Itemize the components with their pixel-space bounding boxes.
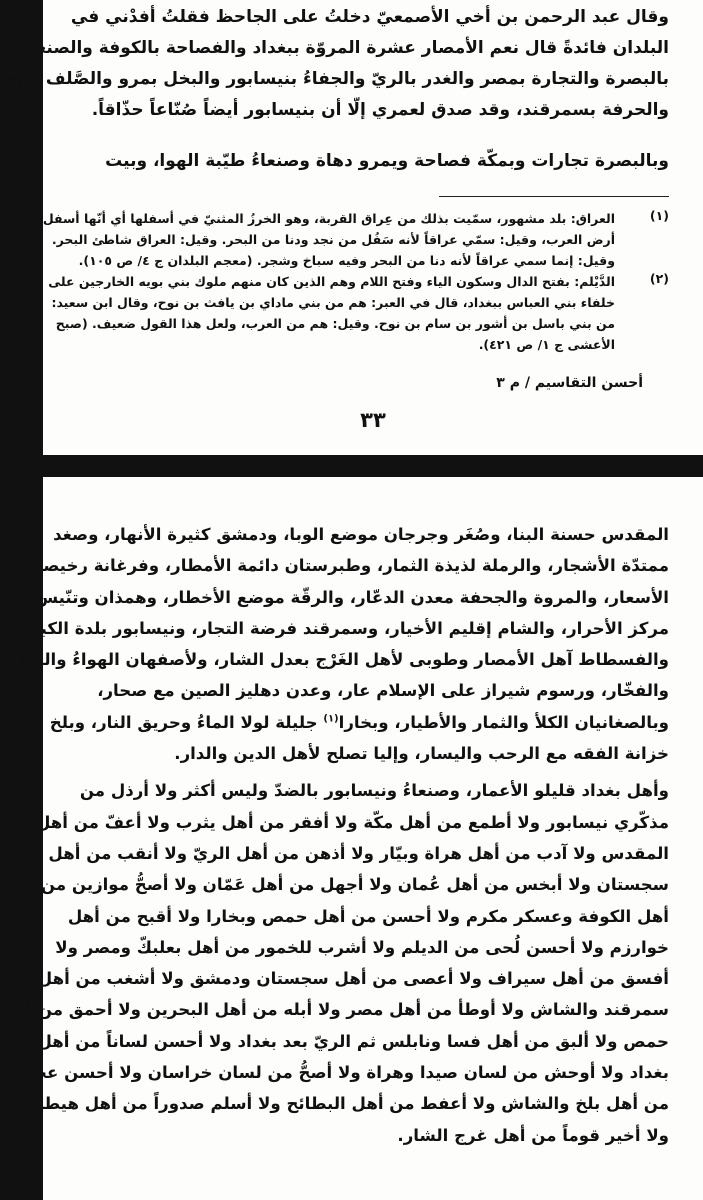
paragraph-2: [0, 775, 669, 1151]
text-line: مركز الأحرار، والشام إقليم الأخيار، وسمرقند فرضة التجار، ونيسابور بلدة الكبار،: [18, 618, 669, 638]
paragraph-1: [10, 519, 669, 769]
page-number: ٣٣: [360, 408, 386, 432]
text-line: من أهل بلخ والشاش ولا أعفط من أهل البطائح ولا أسلم صدوراً من أهل هيطل.: [23, 1094, 669, 1114]
footnote-2: [48, 271, 669, 355]
footnote-line: الدَّيْلم: بفتح الدال وسكون الياء وفتح اللام وهم الذين كان منهم ملوك بني بويه الخارجين على: [48, 274, 615, 289]
text-line: ممتدّة الأشجار، والرملة لذيذة الثمار، وطبرستان دائمة الأمطار، وفرغانة رخيصة: [33, 556, 669, 576]
text-line: خوارزم ولا أحسن لُحى من الديلم ولا أشرب للخمور من أهل بعلبكّ ومصر ولا: [55, 937, 669, 957]
text-line: الأسعار، والمروة والجحفة معدن الدعّار، والرقّة موضع الأخطار، وهمذان وتنّيس: [35, 587, 669, 607]
top-main-paragraph: [7, 2, 669, 126]
footnote-line: الأعشى ج ١/ ص ٤٢١).: [478, 337, 615, 352]
text-line-with-footnote-ref: وبالصغانيان الكلأ والثمار والأطيار، وبخارا$^{(١)}$ جليلة لولا الماءُ وحريق النار، وبلخ: [49, 712, 669, 732]
footnote-line: وقيل: إنما سمي عراقاً لأنه دنا من البحر وفيه سباخ وشجر. (معجم البلدان ج ٤/ ص ١٠٥).: [78, 253, 615, 268]
footnote-divider: [439, 196, 669, 197]
text-line: حمص ولا ألبق من أهل فسا ونابلس ثم الريّ بعد بغداد ولا أحسن لساناً من أهل: [37, 1031, 669, 1051]
text-line: سمرقند والشاش ولا أوطأ من أهل مصر ولا أبله من أهل البحرين ولا أحمق من أهل: [0, 1000, 669, 1020]
text-line: سجستان ولا أبخس من أهل عُمان ولا أجهل من أهل عَمّان ولا أصحُّ موازين من: [40, 875, 669, 895]
footnote-line: خلفاء بني العباس ببغداد، قال في العبر: هم من بني ماداي بن يافث بن نوح، وقال ابن سعيد:: [51, 295, 615, 310]
footnote-number: (٢): [649, 271, 669, 286]
text-line: البلدان فائدةً قال نعم الأمصار عشرة المروّة ببغداد والفصاحة بالكوفة والصنعة: [26, 38, 669, 58]
text-line: أفسق من أهل سيراف ولا أعصى من أهل سجستان ودمشق ولا أشغب من أهل: [37, 969, 669, 989]
footnotes: [42, 208, 669, 355]
footnote-ref: (١): [323, 713, 339, 725]
footnote-line: العراق: بلد مشهور، سمّيت بذلك من عِراق القربة، وهو الخرزُ المثنيّ في أسفلها أي أنّها أسفل: [42, 211, 615, 226]
text-line: بغداد ولا أوحش من لسان صيدا وهراة ولا أصحُّ من لسان خراسان ولا أحسن عجميّةً: [7, 1063, 669, 1083]
text-line: خزانة الفقه مع الرحب واليسار، وإليا تصلح لأهل الدين والدار.: [174, 744, 669, 764]
text-line: المقدس ولا آدب من أهل هراة وبيّار ولا أذهن من أهل الريّ ولا أنقب من أهل: [48, 843, 669, 863]
text-line: وقال عبد الرحمن بن أخي الأصمعيّ دخلتُ على الجاحظ فقلتُ أفدْني في: [70, 7, 669, 27]
footnote-1: [42, 208, 669, 271]
footnote-number: (١): [649, 208, 669, 223]
footnote-line: أرض العرب، وقيل: سمّي عراقاً لأنه سَفُل من نجد ودنا من البحر. وقيل: العراق شاطئ البحر.: [51, 232, 615, 247]
text-line: والفخّار، ورسوم شيراز على الإسلام عار، وعدن دهليز الصين مع صحار،: [97, 681, 669, 701]
text-line: والفسطاط آهل الأمصار وطوبى لأهل الغَرْج بعدل الشار، ولأصفهان الهواءُ والحلل: [10, 650, 669, 670]
text-line: المقدس حسنة البنا، وصُغَر وجرجان موضع الوبا، ودمشق كثيرة الأنهار، وصغد: [53, 525, 669, 544]
bottom-main-text: [0, 519, 669, 1151]
text-line: وبالبصرة تجارات وبمكّة فصاحة ويمرو دهاة وصنعاءُ طيّبة الهوا، وبيت: [105, 151, 669, 171]
footnote-line: من بني باسل بن أشور بن سام بن نوح. وقيل: هم من العرب، ولعل هذا القول ضعيف. (صبح: [55, 316, 615, 331]
top-verse-paragraph: [75, 146, 669, 177]
text-line: بالبصرة والتجارة بمصر والغدر بالريّ والجفاءُ بنيسابور والبخل بمرو والصَّلف ببلخ: [7, 69, 669, 89]
signature-mark: أحسن التقاسيم / م ٣: [496, 375, 643, 391]
text-line: أهل الكوفة وعسكر مكرم ولا أحسن من أهل حمص وبخارا ولا أقبح من أهل: [67, 906, 669, 926]
text-line: والحرفة بسمرقند، وقد صدق لعمري إلّا أن بنيسابور أيضاً صُنّاعاً حذّاقاً.: [91, 100, 669, 120]
top-book-page: [7, 0, 703, 455]
bottom-book-page: [0, 477, 703, 1200]
text-line: ولا أخير قوماً من أهل غرج الشار.: [397, 1125, 669, 1145]
text-line: وأهل بغداد قليلو الأعمار، وصنعاءُ ونيسابور بالضدّ وليس أكثر ولا أرذل من: [79, 781, 669, 801]
text-line: مذكّري نيسابور ولا أطمع من أهل مكّة ولا أفقر من أهل يثرب ولا أعفّ من أهل بيت: [0, 812, 669, 832]
